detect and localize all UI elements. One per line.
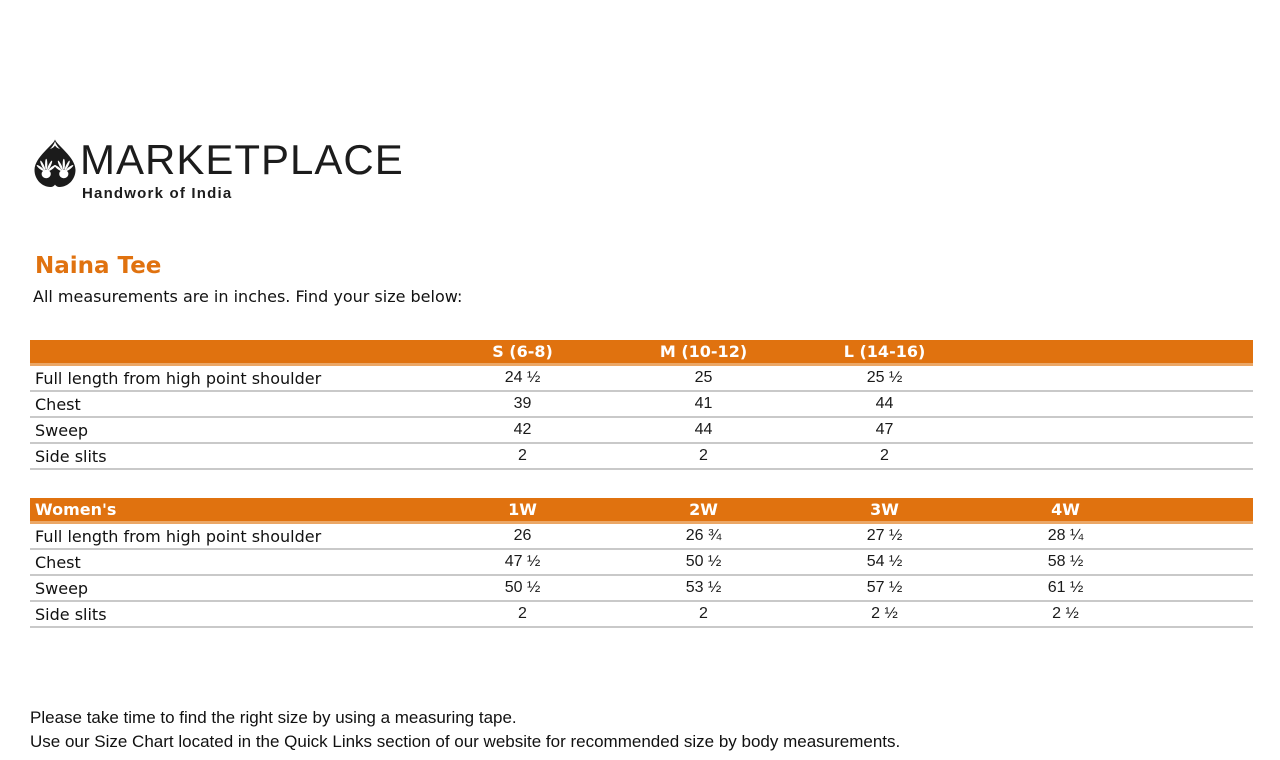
measurement-label: Full length from high point shoulder (30, 365, 432, 392)
row-spacer (1156, 417, 1253, 443)
measurement-value: 25 (613, 365, 794, 392)
measurement-value: 50 ½ (432, 575, 613, 601)
measurement-label: Sweep (30, 417, 432, 443)
measurement-row (30, 523, 1253, 550)
size-column-header: M (10-12) (613, 340, 794, 365)
measurement-value: 2 ½ (975, 601, 1156, 627)
measurement-value: 26 ¾ (613, 523, 794, 550)
measurement-value: 41 (613, 391, 794, 417)
measurement-value (975, 391, 1156, 417)
footer-line-1: Please take time to find the right size by using a measuring tape. (30, 708, 517, 727)
measurement-value: 44 (613, 417, 794, 443)
measurement-value: 24 ½ (432, 365, 613, 392)
measurement-value: 28 ¼ (975, 523, 1156, 550)
measurement-value: 2 (432, 601, 613, 627)
measurement-row (30, 549, 1253, 575)
row-spacer (1156, 443, 1253, 469)
footer-notes (30, 706, 900, 754)
row-spacer (1156, 391, 1253, 417)
size-column-header: 1W (432, 498, 613, 523)
table-group-label (30, 340, 432, 365)
measurement-row (30, 417, 1253, 443)
peepal-leaf-hands-icon (30, 137, 80, 191)
measurement-value (975, 417, 1156, 443)
measurement-value: 61 ½ (975, 575, 1156, 601)
table-group-label: Women's (30, 498, 432, 523)
measurement-value: 2 (613, 443, 794, 469)
size-table-womens (30, 498, 1253, 628)
brand-header (30, 137, 404, 202)
row-spacer (1156, 601, 1253, 627)
measurement-value: 39 (432, 391, 613, 417)
measurement-value: 2 (794, 443, 975, 469)
header-spacer (1156, 340, 1253, 365)
measurement-value: 53 ½ (613, 575, 794, 601)
measurement-value: 42 (432, 417, 613, 443)
brand-tagline: Handwork of India (82, 185, 233, 202)
measurement-value: 2 ½ (794, 601, 975, 627)
product-title: Naina Tee (35, 253, 162, 279)
size-column-header: 3W (794, 498, 975, 523)
measurement-row (30, 391, 1253, 417)
measurement-value: 47 (794, 417, 975, 443)
measurement-label: Full length from high point shoulder (30, 523, 432, 550)
size-column-header: S (6-8) (432, 340, 613, 365)
header-spacer (1156, 498, 1253, 523)
measurement-value: 50 ½ (613, 549, 794, 575)
measurement-row (30, 365, 1253, 392)
measurement-value: 27 ½ (794, 523, 975, 550)
size-table-header-row (30, 340, 1253, 365)
measurement-row (30, 601, 1253, 627)
measurement-value: 54 ½ (794, 549, 975, 575)
measurement-label: Sweep (30, 575, 432, 601)
measurement-label: Side slits (30, 443, 432, 469)
intro-text: All measurements are in inches. Find your size below: (33, 287, 463, 306)
row-spacer (1156, 575, 1253, 601)
size-column-header (975, 340, 1156, 365)
row-spacer (1156, 523, 1253, 550)
measurement-label: Side slits (30, 601, 432, 627)
footer-line-2: Use our Size Chart located in the Quick Links section of our website for recommended size by body measurements. (30, 732, 901, 751)
size-column-header: 2W (613, 498, 794, 523)
size-table-misses (30, 340, 1253, 470)
measurement-value: 25 ½ (794, 365, 975, 392)
measurement-row (30, 575, 1253, 601)
measurement-value (975, 443, 1156, 469)
measurement-value: 2 (613, 601, 794, 627)
measurement-label: Chest (30, 549, 432, 575)
row-spacer (1156, 549, 1253, 575)
size-column-header: 4W (975, 498, 1156, 523)
size-tables-container (30, 340, 1253, 656)
measurement-value: 58 ½ (975, 549, 1156, 575)
measurement-value: 26 (432, 523, 613, 550)
measurement-value: 47 ½ (432, 549, 613, 575)
measurement-label: Chest (30, 391, 432, 417)
measurement-value (975, 365, 1156, 392)
size-table-header-row (30, 498, 1253, 523)
row-spacer (1156, 365, 1253, 392)
measurement-value: 57 ½ (794, 575, 975, 601)
measurement-value: 44 (794, 391, 975, 417)
brand-logo-text (80, 137, 404, 202)
measurement-row (30, 443, 1253, 469)
measurement-value: 2 (432, 443, 613, 469)
size-column-header: L (14-16) (794, 340, 975, 365)
brand-name: MARKETPLACE (80, 136, 404, 183)
